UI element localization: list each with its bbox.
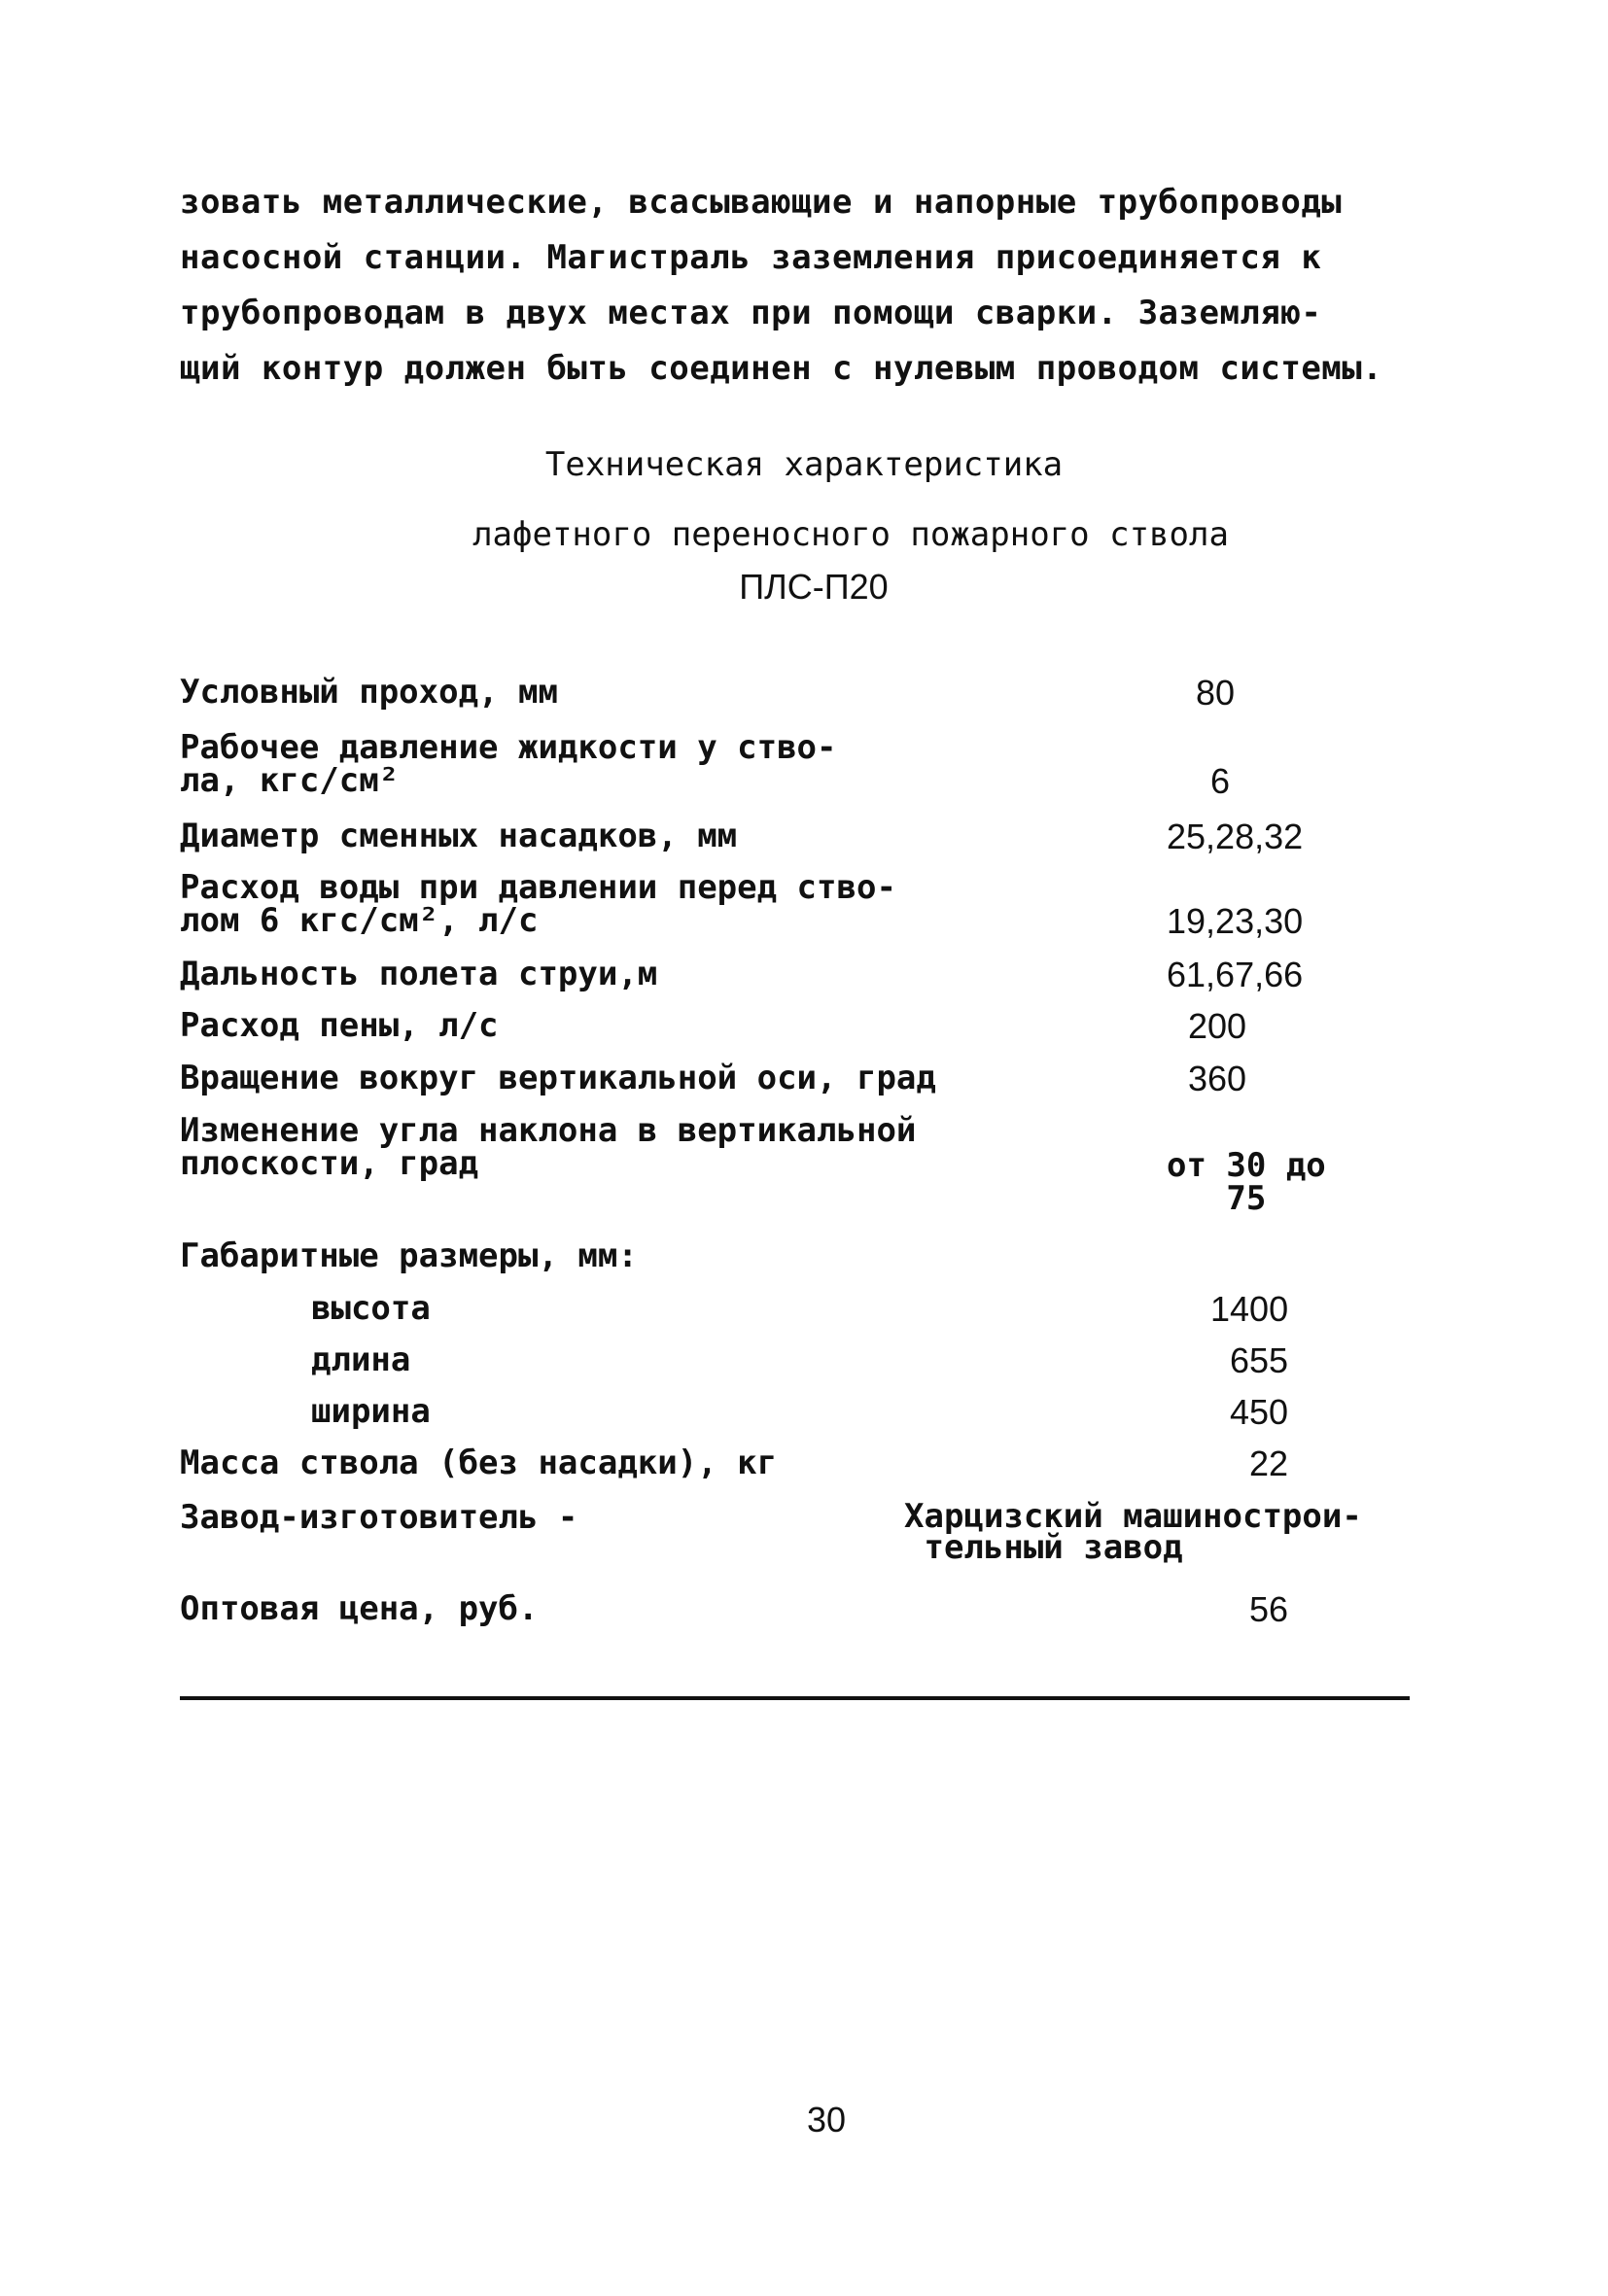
- intro-paragraph: [180, 175, 1444, 397]
- heading-line-1: Техническая характеристика: [544, 445, 1064, 484]
- spec-label: Оптовая цена, руб.: [180, 1589, 539, 1628]
- horizontal-rule: [180, 1696, 1410, 1700]
- spec-value: 1400: [1210, 1289, 1289, 1329]
- spec-label: Диаметр сменных насадков, мм: [180, 817, 738, 855]
- paragraph-line: трубопроводам в двух местах при помощи сварки. Заземляю-: [180, 294, 1322, 332]
- spec-value: 450: [1230, 1392, 1289, 1432]
- heading-model: ПЛС-П20: [739, 567, 889, 607]
- paragraph-line: насосной станции. Магистраль заземления присоединяется к: [180, 238, 1322, 277]
- spec-label: Дальность полета струи,м: [180, 955, 658, 993]
- spec-value: 6: [1210, 761, 1231, 801]
- spec-value: 56: [1249, 1589, 1289, 1629]
- spec-label: Вращение вокруг вертикальной оси, град: [180, 1059, 936, 1097]
- paragraph-line: щий контур должен быть соединен с нулевым проводом системы.: [180, 349, 1383, 388]
- spec-label: Масса ствола (без насадки), кг: [180, 1444, 778, 1482]
- spec-label: Условный проход, мм: [180, 673, 558, 712]
- spec-label: Завод-изготовитель -: [180, 1498, 578, 1537]
- spec-label: Изменение угла наклона в вертикальной плоскости, град: [180, 1111, 917, 1183]
- spec-label: высота: [311, 1289, 431, 1328]
- spec-value: 61,67,66: [1167, 955, 1304, 994]
- spec-label: Расход пены, л/с: [180, 1006, 499, 1045]
- spec-label: Расход воды при давлении перед ство- лом 6 кгс/см², л/с: [180, 868, 896, 940]
- spec-value: 80: [1196, 673, 1236, 713]
- spec-value: Харцизский машинострои- тельный завод: [904, 1497, 1362, 1567]
- spec-value: 200: [1188, 1006, 1247, 1046]
- page-number: 30: [806, 2100, 847, 2139]
- paragraph-line: зовать металлические, всасывающие и напорные трубопроводы: [180, 183, 1343, 222]
- spec-value: от 30 до 75: [1167, 1146, 1326, 1218]
- spec-label: Габаритные размеры, мм:: [180, 1236, 638, 1275]
- spec-value: 655: [1230, 1340, 1289, 1380]
- spec-label: ширина: [311, 1392, 431, 1431]
- spec-label: длина: [311, 1340, 411, 1379]
- heading-line-2: лафетного переносного пожарного ствола: [472, 515, 1229, 554]
- spec-value: 19,23,30: [1167, 901, 1304, 941]
- spec-value: 25,28,32: [1167, 817, 1304, 856]
- spec-label: Рабочее давление жидкости у ство- ла, кгс/см²: [180, 728, 837, 800]
- spec-value: 22: [1249, 1444, 1289, 1483]
- spec-value: 360: [1188, 1059, 1247, 1098]
